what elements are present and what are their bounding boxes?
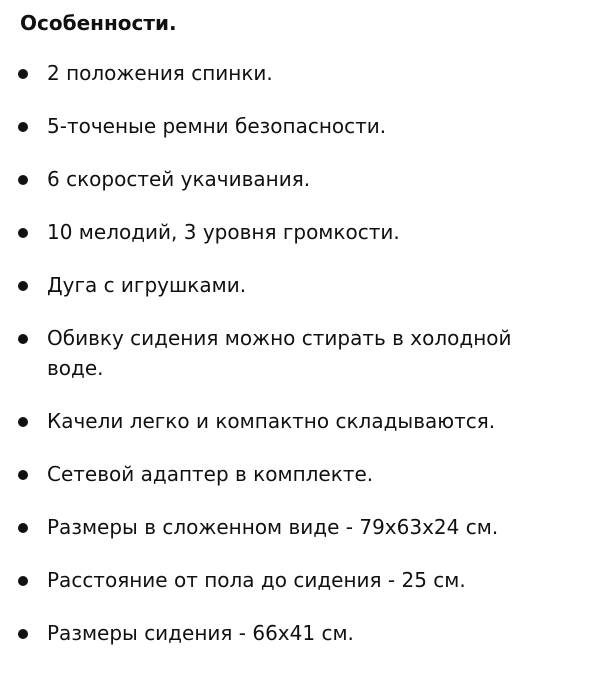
list-item [0,323,547,383]
bullet-icon [18,470,28,480]
bullet-icon [18,122,28,132]
features-list [0,58,600,671]
list-item [0,565,547,595]
feature-text: 6 скоростей укачивания. [47,167,311,191]
feature-text: 10 мелодий, 3 уровня громкости. [47,220,400,244]
list-item [0,111,547,141]
feature-text: 2 положения спинки. [47,61,273,85]
list-item [0,618,547,648]
feature-text: Дуга с игрушками. [47,273,247,297]
list-item [0,217,547,247]
feature-text: Качели легко и компактно складываются. [47,409,496,433]
list-item [0,406,547,436]
feature-text: Размеры сидения - 66х41 см. [47,621,354,645]
bullet-icon [18,69,28,79]
list-item [0,58,547,88]
list-item [0,270,547,300]
list-item [0,164,547,194]
bullet-icon [18,523,28,533]
bullet-icon [18,228,28,238]
bullet-icon [18,417,28,427]
feature-text: Расстояние от пола до сидения - 25 см. [47,568,466,592]
bullet-icon [18,175,28,185]
list-item [0,512,547,542]
bullet-icon [18,334,28,344]
feature-text: Сетевой адаптер в комплекте. [47,462,374,486]
section-heading: Особенности. [20,11,177,35]
feature-text: Размеры в сложенном виде - 79х63х24 см. [47,515,499,539]
bullet-icon [18,576,28,586]
feature-text: Обивку сидения можно стирать в холодной воде. [47,326,512,380]
bullet-icon [18,281,28,291]
bullet-icon [18,629,28,639]
list-item [0,459,547,489]
feature-text: 5-точеные ремни безопасности. [47,114,387,138]
